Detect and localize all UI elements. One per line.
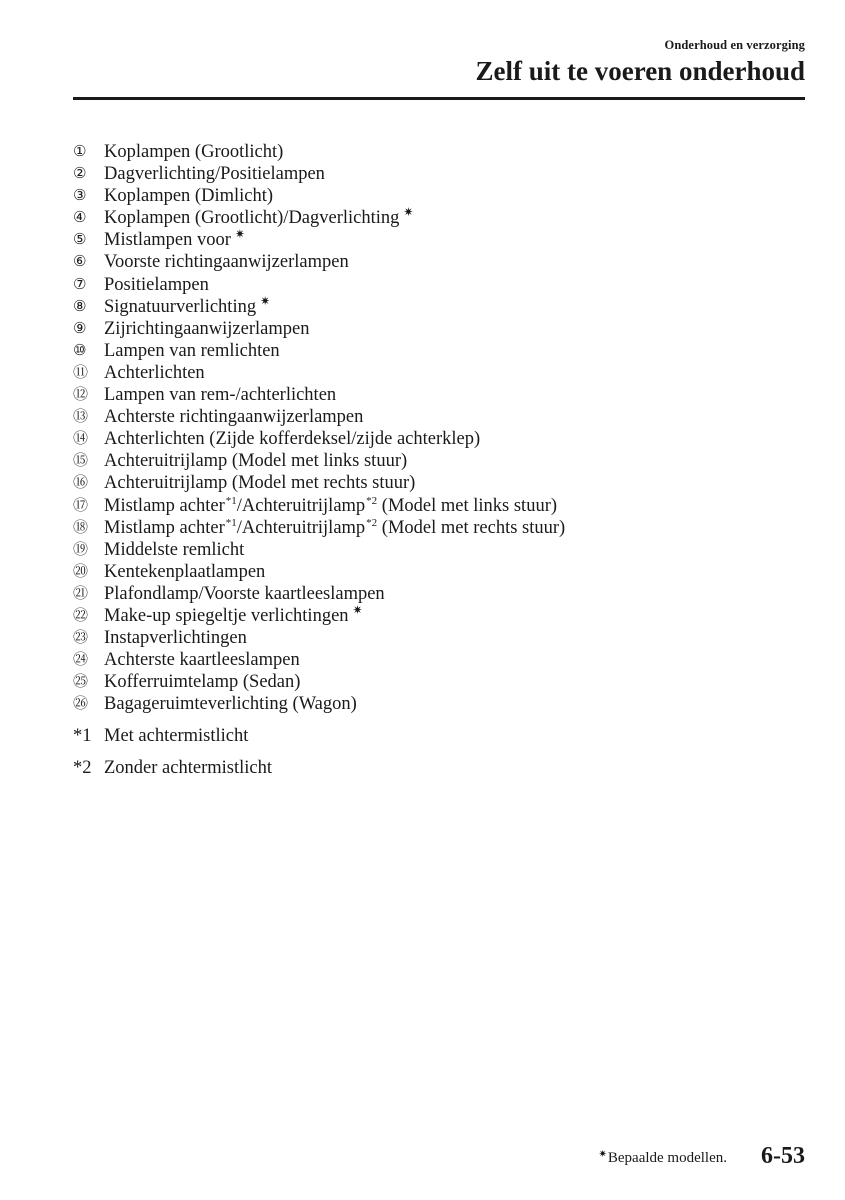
item-label: Middelste remlicht <box>104 539 245 560</box>
legend-item <box>73 560 565 582</box>
footnote-2 <box>73 757 272 779</box>
footnote-reference: *2 <box>366 494 378 507</box>
legend-item <box>73 405 565 427</box>
header-rule <box>73 97 805 100</box>
legend-item <box>73 361 565 383</box>
item-number: ㉔ <box>73 650 89 669</box>
legend-item <box>73 339 565 361</box>
legend-item <box>73 692 565 714</box>
asterisk-icon: ✷ <box>260 293 271 308</box>
legend-item <box>73 162 565 184</box>
legend-item <box>73 538 565 560</box>
footnote-text: Met achtermistlicht <box>104 726 249 746</box>
footnote-reference: *2 <box>366 516 378 529</box>
item-number: ⑪ <box>73 362 89 381</box>
legend-item <box>73 295 565 317</box>
item-label: Mistlamp achter <box>104 495 225 516</box>
legend-item <box>73 317 565 339</box>
item-label: Instapverlichtingen <box>104 628 247 649</box>
legend-item <box>73 516 565 538</box>
legend-item <box>73 228 565 250</box>
item-label: Mistlampen voor <box>104 230 231 251</box>
item-label: Mistlamp achter <box>104 517 225 538</box>
item-number: ㉒ <box>73 605 89 624</box>
footnote-reference: *1 <box>225 494 237 507</box>
item-label: Achterste richtingaanwijzerlampen <box>104 407 364 428</box>
item-number: ① <box>73 142 87 160</box>
legend-item <box>73 383 565 405</box>
item-number: ㉖ <box>73 694 89 713</box>
footer-note-text: Bepaalde modellen. <box>607 1150 727 1166</box>
item-label: Achteruitrijlamp (Model met rechts stuur) <box>104 473 416 494</box>
item-number: ⑤ <box>73 230 87 249</box>
legend-item <box>73 494 565 516</box>
legend-item <box>73 471 565 493</box>
item-label: Kofferruimtelamp (Sedan) <box>104 672 301 693</box>
legend-item <box>73 250 565 272</box>
item-number: ⑳ <box>73 561 89 580</box>
item-label: Plafondlamp/Voorste kaartleeslampen <box>104 583 385 604</box>
item-number: ⑲ <box>73 539 89 558</box>
section-label: Onderhoud en verzorging <box>664 38 805 52</box>
item-number: ⑭ <box>73 429 89 448</box>
item-label: Signatuurverlichting <box>104 296 257 317</box>
item-number: ⑱ <box>73 517 89 536</box>
legend-item <box>73 604 565 626</box>
footnote-mark: *2 <box>73 758 92 778</box>
legend-item <box>73 427 565 449</box>
page-title: Zelf uit te voeren onderhoud <box>475 56 805 86</box>
asterisk-icon: ✷ <box>352 602 363 617</box>
item-number: ㉓ <box>73 628 89 647</box>
asterisk-icon: ✷ <box>234 227 245 242</box>
item-number: ⑧ <box>73 296 87 315</box>
item-label: Positielampen <box>104 274 209 295</box>
item-number: ⑫ <box>73 385 89 404</box>
item-label: /Achteruitrijlamp <box>236 517 366 538</box>
item-number: ⑦ <box>73 274 87 293</box>
item-label: Lampen van remlichten <box>104 340 280 361</box>
item-label: Koplampen (Grootlicht)/Dagverlichting <box>104 208 400 229</box>
item-label: Bagageruimteverlichting (Wagon) <box>104 694 357 715</box>
legend-item <box>73 184 565 206</box>
item-label: (Model met links stuur) <box>377 495 558 516</box>
item-label: Lampen van rem-/achterlichten <box>104 385 337 406</box>
legend-item <box>73 648 565 670</box>
page-number: 6-53 <box>761 1143 805 1169</box>
item-number: ② <box>73 164 87 183</box>
lamp-legend-list <box>73 140 565 714</box>
item-label: Achterste kaartleeslampen <box>104 650 300 671</box>
item-number: ③ <box>73 186 87 205</box>
legend-item <box>73 449 565 471</box>
item-label: Dagverlichting/Positielampen <box>104 164 325 185</box>
item-label: Koplampen (Grootlicht) <box>104 142 284 162</box>
item-label: Make-up spiegeltje verlichtingen <box>104 605 349 626</box>
legend-item <box>73 670 565 692</box>
item-number: ⑨ <box>73 318 87 337</box>
item-label: Koplampen (Dimlicht) <box>104 186 274 207</box>
asterisk-icon: ✷ <box>598 1149 607 1160</box>
item-label: Kentekenplaatlampen <box>104 561 266 582</box>
item-label: Achterlichten <box>104 362 205 383</box>
item-number: ⑩ <box>73 340 87 359</box>
item-number: ④ <box>73 208 87 227</box>
footer-note <box>598 1150 727 1167</box>
footnote-1 <box>73 725 248 747</box>
item-number: ㉕ <box>73 672 89 691</box>
legend-item <box>73 206 565 228</box>
legend-item <box>73 140 565 162</box>
item-label: Voorste richtingaanwijzerlampen <box>104 252 349 273</box>
item-label: (Model met rechts stuur) <box>377 517 566 538</box>
item-number: ⑥ <box>73 252 87 271</box>
legend-item <box>73 273 565 295</box>
item-number: ⑰ <box>73 495 89 514</box>
item-label: Achteruitrijlamp (Model met links stuur) <box>104 451 408 472</box>
item-label: /Achteruitrijlamp <box>236 495 366 516</box>
item-number: ⑮ <box>73 451 89 470</box>
item-label: Achterlichten (Zijde kofferdeksel/zijde achterklep) <box>104 429 481 450</box>
footnote-reference: *1 <box>225 516 237 529</box>
item-label: Zijrichtingaanwijzerlampen <box>104 318 310 339</box>
footnote-mark: *1 <box>73 726 92 746</box>
asterisk-icon: ✷ <box>403 205 414 220</box>
item-number: ⑬ <box>73 407 89 426</box>
legend-item <box>73 582 565 604</box>
footnote-text: Zonder achtermistlicht <box>104 758 272 778</box>
item-number: ㉑ <box>73 583 89 602</box>
legend-item <box>73 626 565 648</box>
item-number: ⑯ <box>73 473 89 492</box>
